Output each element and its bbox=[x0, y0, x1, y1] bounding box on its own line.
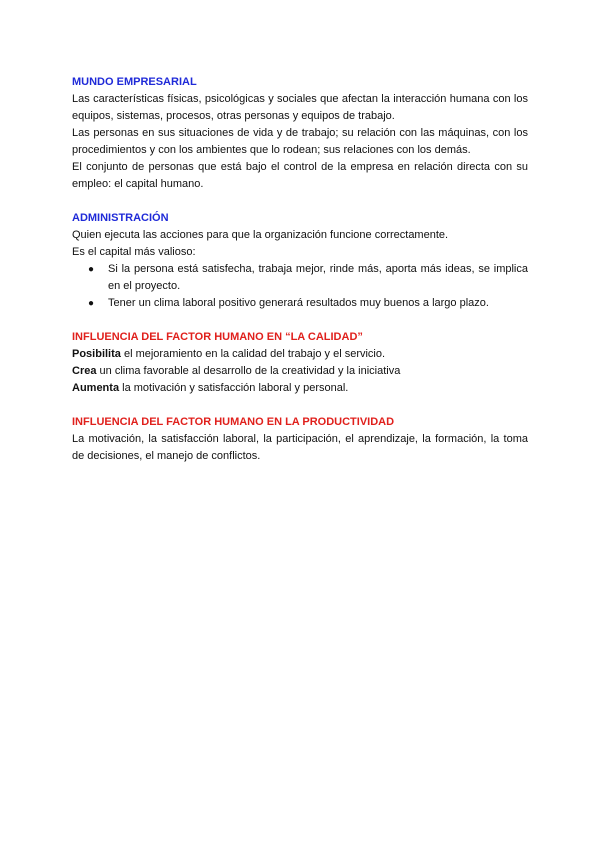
paragraph bbox=[72, 346, 528, 363]
list-item-text: Tener un clima laboral positivo generará resultados muy buenos a largo plazo. bbox=[108, 297, 489, 309]
line-text: la motivación y satisfacción laboral y personal. bbox=[119, 382, 349, 394]
paragraph: Quien ejecuta las acciones para que la organización funcione correctamente. bbox=[72, 229, 449, 241]
section-influencia-calidad bbox=[72, 329, 528, 397]
line-text: un clima favorable al desarrollo de la creatividad y la iniciativa bbox=[96, 365, 401, 377]
paragraph: La motivación, la satisfacción laboral, la participación, el aprendizaje, la formación, la toma de decisiones, el manejo de conflictos. bbox=[72, 433, 528, 462]
bullet-icon: ● bbox=[88, 264, 95, 275]
emphasis-verb: Crea bbox=[72, 365, 97, 377]
document-page bbox=[72, 74, 528, 482]
paragraph: Las características físicas, psicológicas y sociales que afectan la interacción humana con los equipos, sistemas, procesos, otras personas y equipos de trabajo. bbox=[72, 93, 528, 122]
paragraph bbox=[72, 363, 528, 380]
emphasis-verb: Posibilita bbox=[72, 348, 121, 360]
section-mundo-empresarial bbox=[72, 74, 528, 193]
section-heading: INFLUENCIA DEL FACTOR HUMANO EN “LA CALIDAD” bbox=[72, 331, 363, 343]
emphasis-verb: Aumenta bbox=[72, 382, 120, 394]
paragraph: Las personas en sus situaciones de vida y de trabajo; su relación con las máquinas, con los procedimientos y con los ambientes que lo rodean; sus relaciones con los demás. bbox=[72, 127, 528, 156]
bullet-icon: ● bbox=[88, 298, 95, 309]
bullet-list bbox=[72, 261, 528, 312]
paragraph bbox=[72, 380, 528, 397]
section-heading: MUNDO EMPRESARIAL bbox=[72, 76, 197, 88]
list-item bbox=[72, 295, 528, 312]
section-heading: INFLUENCIA DEL FACTOR HUMANO EN LA PRODUCTIVIDAD bbox=[72, 416, 395, 428]
paragraph: Es el capital más valioso: bbox=[72, 246, 196, 258]
section-influencia-productividad bbox=[72, 414, 528, 465]
section-heading: ADMINISTRACIÓN bbox=[72, 212, 169, 224]
section-administracion bbox=[72, 210, 528, 312]
list-item-text: Si la persona está satisfecha, trabaja mejor, rinde más, aporta más ideas, se implica en el proyecto. bbox=[108, 263, 528, 292]
list-item bbox=[72, 261, 528, 295]
line-text: el mejoramiento en la calidad del trabajo y el servicio. bbox=[120, 348, 386, 360]
paragraph: El conjunto de personas que está bajo el control de la empresa en relación directa con su empleo: el capital humano. bbox=[72, 161, 528, 190]
